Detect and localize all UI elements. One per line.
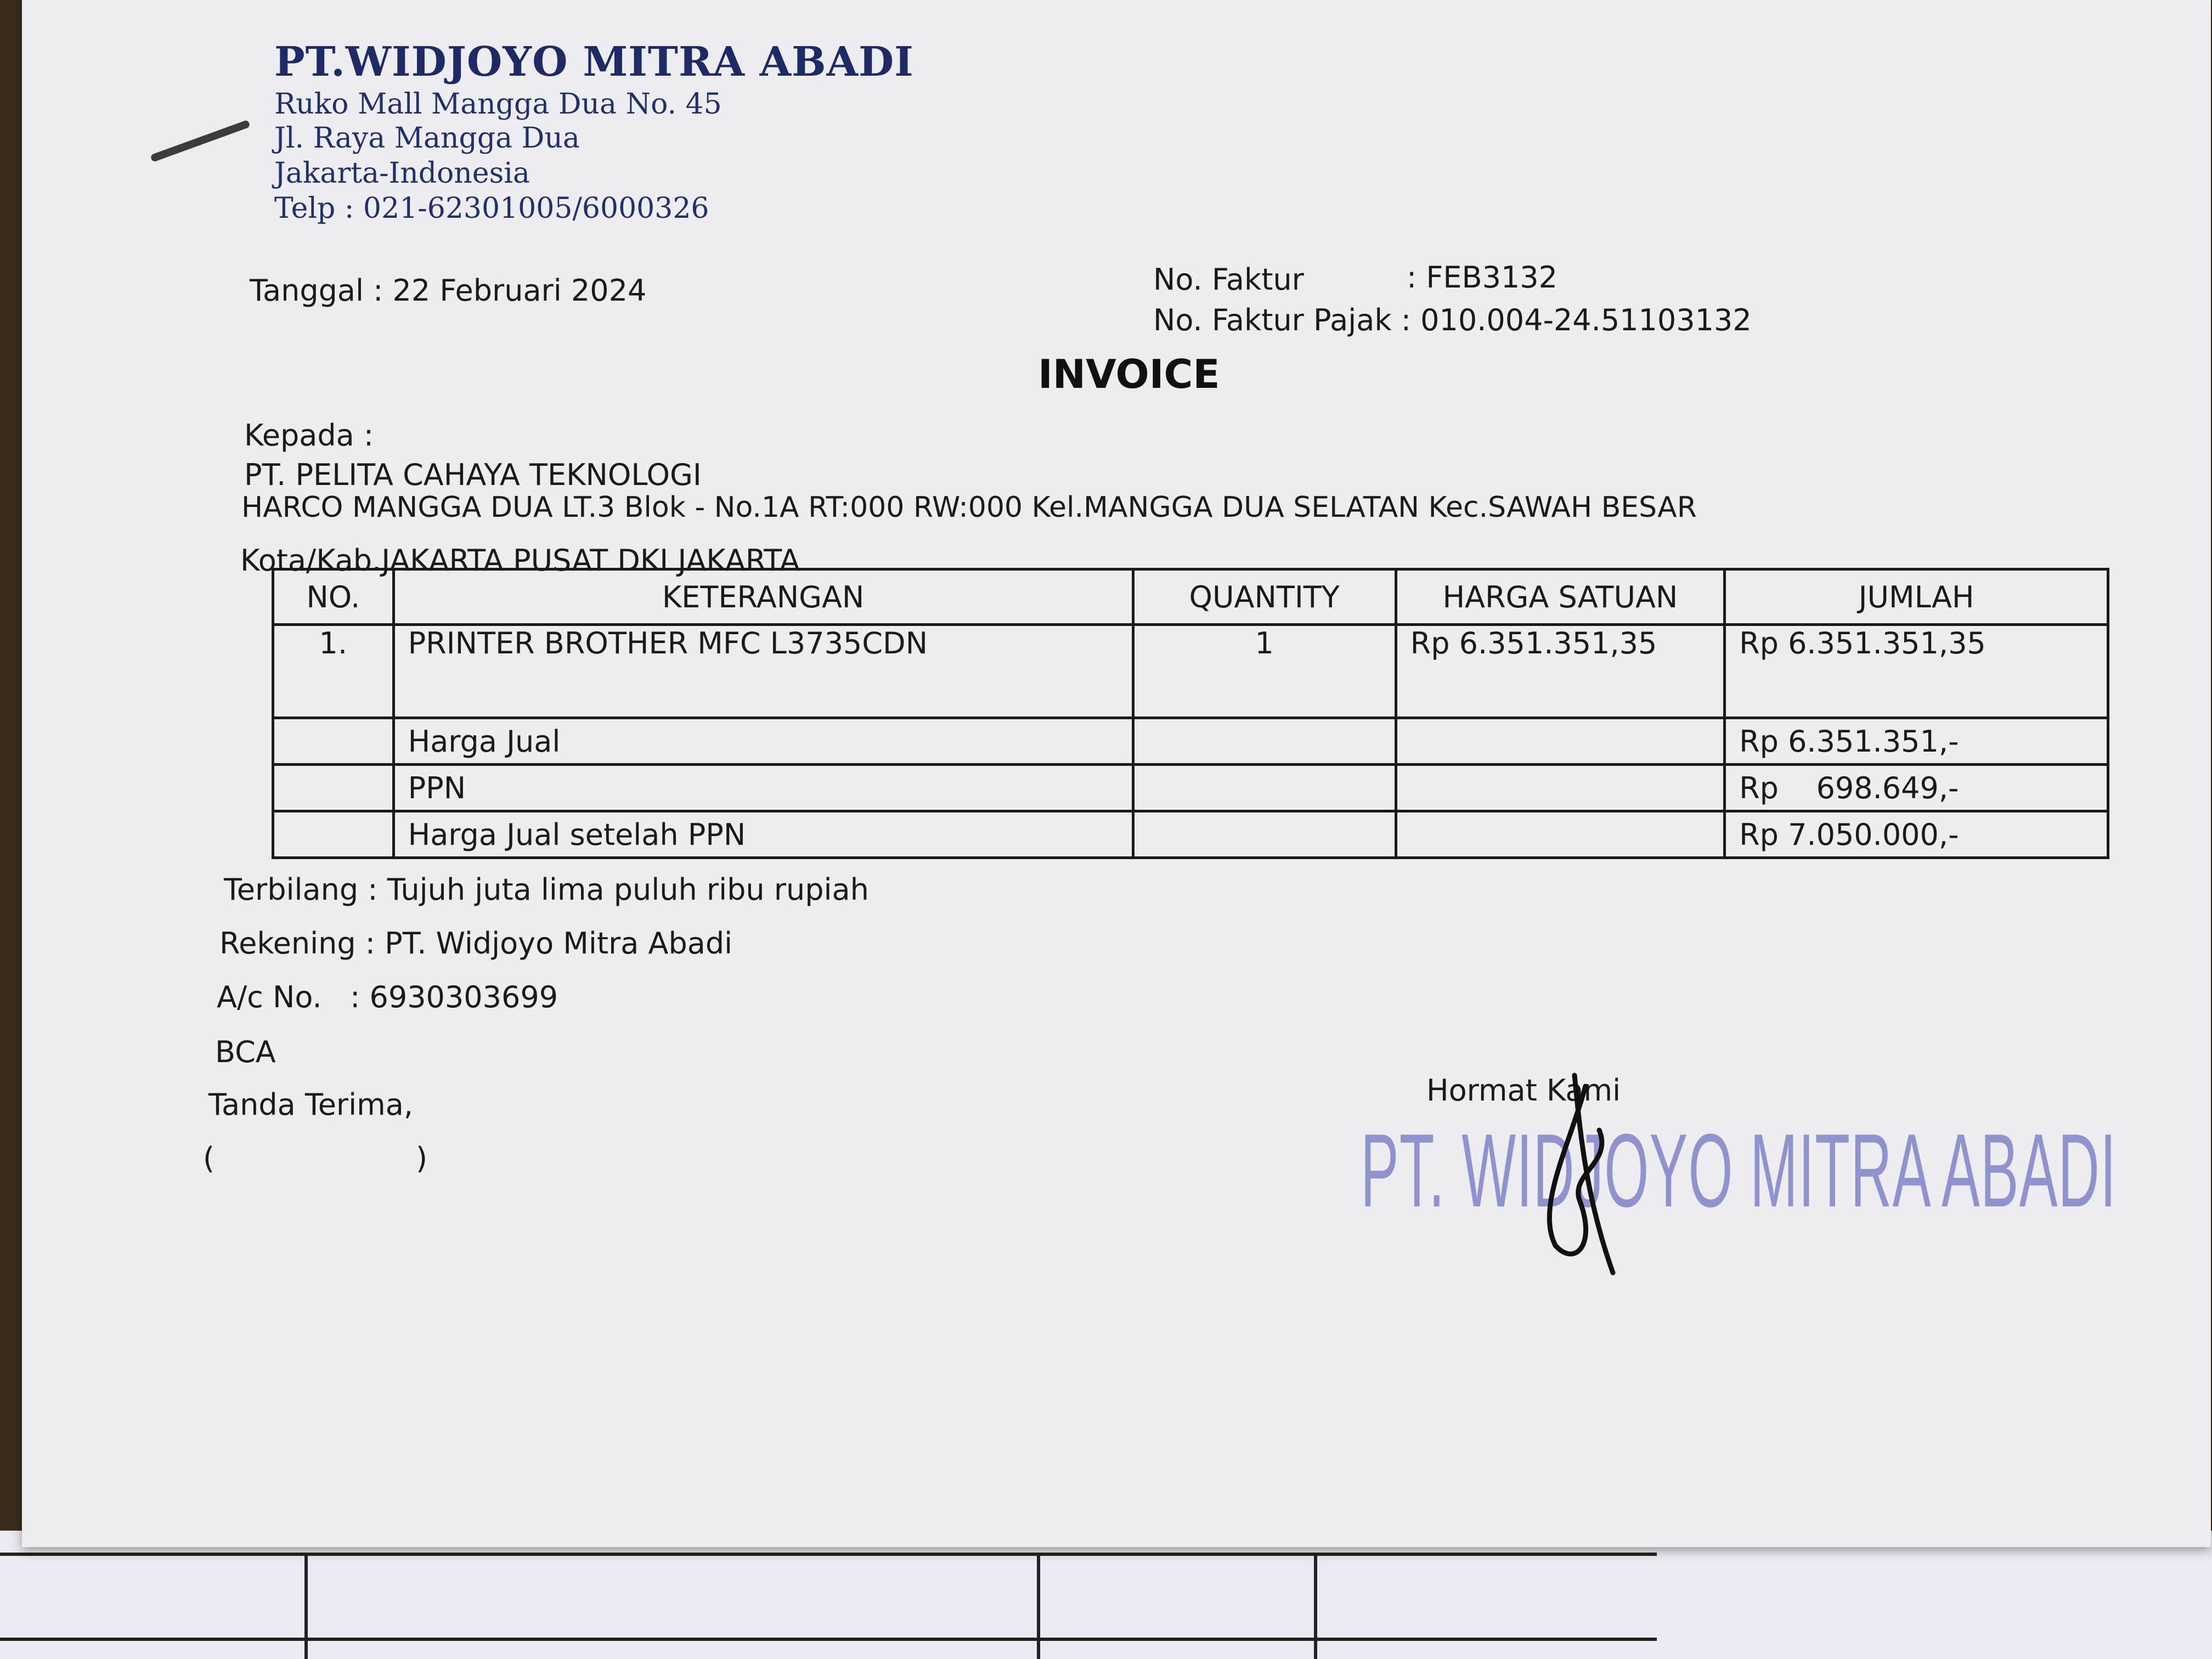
table-row bbox=[273, 625, 2108, 718]
invoice-sheet bbox=[22, 0, 2211, 1547]
header-quantity: QUANTITY bbox=[1133, 569, 1396, 625]
terbilang: Terbilang : Tujuh juta lima puluh ribu rupiah bbox=[224, 872, 869, 907]
faktur-value: : FEB3132 bbox=[1407, 260, 1558, 295]
hormat-kami: Hormat Kami bbox=[1426, 1073, 1621, 1108]
company-phone: Telp : 021-62301005/6000326 bbox=[274, 192, 709, 225]
item-unit-price: Rp 6.351.351,35 bbox=[1396, 625, 1724, 718]
paren-close: ) bbox=[416, 1141, 428, 1176]
bank-name: BCA bbox=[215, 1035, 276, 1069]
summary-row bbox=[273, 765, 2108, 811]
pen-mark bbox=[150, 120, 250, 162]
signature-mark bbox=[1503, 1064, 1668, 1284]
item-total: Rp 6.351.351,35 bbox=[1725, 625, 2108, 718]
recipient-name: PT. PELITA CAHAYA TEKNOLOGI bbox=[244, 458, 702, 492]
item-no: 1. bbox=[273, 625, 394, 718]
paren-open: ( bbox=[203, 1141, 215, 1176]
recipient-label: Kepada : bbox=[244, 418, 374, 453]
summary-value-ppn: Rp 698.649,- bbox=[1725, 765, 2108, 811]
table-header-row bbox=[273, 569, 2108, 625]
company-address-line2: Jl. Raya Mangga Dua bbox=[274, 122, 580, 155]
summary-empty-qty bbox=[1133, 811, 1396, 858]
recipient-address1: HARCO MANGGA DUA LT.3 Blok - No.1A RT:000 RW:000 Kel.MANGGA DUA SELATAN Kec.SAWAH BESAR bbox=[241, 491, 1697, 524]
account-number: A/c No. : 6930303699 bbox=[217, 980, 558, 1014]
summary-empty-no bbox=[273, 765, 394, 811]
item-description: PRINTER BROTHER MFC L3735CDN bbox=[393, 625, 1133, 718]
summary-value-total: Rp 7.050.000,- bbox=[1725, 811, 2108, 858]
invoice-title: INVOICE bbox=[1038, 351, 1220, 397]
summary-empty-qty bbox=[1133, 718, 1396, 765]
summary-empty-price bbox=[1396, 765, 1724, 811]
summary-empty-price bbox=[1396, 811, 1724, 858]
header-no: NO. bbox=[273, 569, 394, 625]
recipient-address2: Kota/Kab.JAKARTA PUSAT DKI JAKARTA bbox=[240, 543, 800, 578]
header-harga-satuan: HARGA SATUAN bbox=[1396, 569, 1724, 625]
summary-row bbox=[273, 718, 2108, 765]
summary-empty-no bbox=[273, 811, 394, 858]
underlying-sheet bbox=[0, 1531, 2212, 1659]
invoice-date: Tanggal : 22 Februari 2024 bbox=[250, 273, 647, 308]
rekening: Rekening : PT. Widjoyo Mitra Abadi bbox=[219, 926, 733, 961]
summary-label-ppn: PPN bbox=[393, 765, 1133, 811]
invoice-items-table bbox=[272, 568, 2109, 859]
summary-value-harga-jual: Rp 6.351.351,- bbox=[1725, 718, 2108, 765]
summary-label-harga-jual: Harga Jual bbox=[393, 718, 1133, 765]
company-address-line1: Ruko Mall Mangga Dua No. 45 bbox=[274, 88, 722, 121]
faktur-label: No. Faktur bbox=[1153, 262, 1304, 297]
summary-empty-price bbox=[1396, 718, 1724, 765]
tanda-terima: Tanda Terima, bbox=[208, 1087, 413, 1122]
summary-empty-no bbox=[273, 718, 394, 765]
faktur-pajak: No. Faktur Pajak : 010.004-24.51103132 bbox=[1153, 303, 1752, 337]
company-name: PT.WIDJOYO MITRA ABADI bbox=[274, 38, 914, 86]
summary-row bbox=[273, 811, 2108, 858]
summary-empty-qty bbox=[1133, 765, 1396, 811]
company-stamp: PT. WIDJOYO MITRA ABADI bbox=[1361, 1113, 2117, 1229]
header-keterangan: KETERANGAN bbox=[393, 569, 1133, 625]
header-jumlah: JUMLAH bbox=[1725, 569, 2108, 625]
summary-label-total: Harga Jual setelah PPN bbox=[393, 811, 1133, 858]
company-address-line3: Jakarta-Indonesia bbox=[274, 157, 530, 190]
item-qty: 1 bbox=[1133, 625, 1396, 718]
